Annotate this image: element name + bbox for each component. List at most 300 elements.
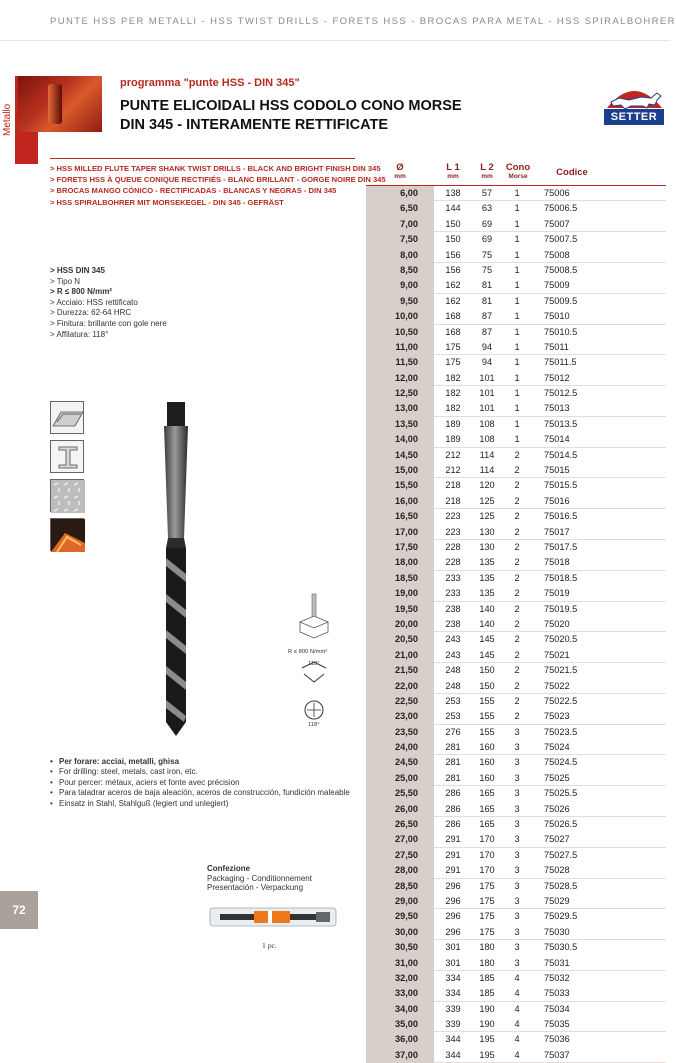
usage-item: • Per forare: acciai, metalli, ghisa <box>50 757 350 767</box>
cell-dia: 14,00 <box>366 432 434 447</box>
cell-code: 75006 <box>544 188 570 198</box>
cell-cm: 3 <box>514 757 520 768</box>
cell-cm: 1 <box>514 280 520 291</box>
cell-dia: 27,00 <box>366 832 434 847</box>
cell-cm: 3 <box>514 880 520 891</box>
cell-dia: 9,50 <box>366 294 434 309</box>
cell-code: 75037 <box>544 1049 570 1060</box>
cell-l2: 81 <box>481 295 493 306</box>
cell-l2: 185 <box>479 972 495 983</box>
cell-code: 75015 <box>544 465 570 476</box>
cell-l2: 195 <box>479 1034 495 1045</box>
cell-l2: 180 <box>479 957 495 968</box>
table-row <box>366 309 666 324</box>
cell-l1: 253 <box>445 695 461 706</box>
table-row <box>366 802 666 817</box>
cell-l1: 296 <box>445 926 461 937</box>
header-l2-label: L 2 <box>480 162 494 173</box>
cell-l2: 108 <box>479 434 495 445</box>
cell-l1: 238 <box>445 618 461 629</box>
spec-list <box>50 266 250 340</box>
cell-dia: 15,00 <box>366 463 434 478</box>
checker-plate-icon <box>50 479 84 512</box>
cell-l1: 156 <box>445 264 461 275</box>
cell-code: 75014 <box>544 434 570 445</box>
table-row <box>366 263 666 278</box>
cell-dia: 21,50 <box>366 663 434 678</box>
diagram-strength: R ≤ 800 N/mm² <box>288 649 328 655</box>
usage-item: • For drilling: steel, metals, cast iron, etc. <box>50 767 350 777</box>
header-l2-unit: mm <box>481 173 493 180</box>
table-row <box>366 371 666 386</box>
header-cone <box>498 162 538 181</box>
cell-l2: 140 <box>479 603 495 614</box>
cell-l2: 75 <box>481 264 493 275</box>
table-row <box>366 386 666 401</box>
cell-code: 75015.5 <box>544 480 578 491</box>
header-l1 <box>436 162 470 181</box>
cell-code: 75033 <box>544 988 570 999</box>
cell-cm: 3 <box>514 819 520 830</box>
cell-l2: 69 <box>481 218 493 229</box>
cell-l2: 130 <box>479 541 495 552</box>
cell-l2: 108 <box>479 418 495 429</box>
cell-dia: 10,50 <box>366 325 434 340</box>
cell-l2: 175 <box>479 895 495 906</box>
cell-cm: 1 <box>514 403 520 414</box>
cell-code: 75007 <box>544 218 570 229</box>
cell-l1: 168 <box>445 326 461 337</box>
cell-cm: 3 <box>514 834 520 845</box>
table-row <box>366 448 666 463</box>
cell-dia: 33,00 <box>366 986 434 1001</box>
cell-code: 75019 <box>544 588 570 599</box>
cell-l1: 286 <box>445 819 461 830</box>
category-label: Metallo <box>2 103 13 137</box>
table-row <box>366 294 666 309</box>
cell-l1: 276 <box>445 726 461 737</box>
cell-cm: 2 <box>514 557 520 568</box>
cell-l2: 140 <box>479 618 495 629</box>
category-thumbnail <box>18 76 102 132</box>
cell-l2: 165 <box>479 803 495 814</box>
cell-dia: 14,50 <box>366 448 434 463</box>
cell-l1: 175 <box>445 357 461 368</box>
table-row <box>366 709 666 724</box>
cell-dia: 34,00 <box>366 1002 434 1017</box>
header-cone-label: Cono <box>505 162 531 173</box>
cell-l1: 218 <box>445 480 461 491</box>
cell-dia: 19,50 <box>366 602 434 617</box>
cell-l1: 150 <box>445 234 461 245</box>
table-row <box>366 617 666 632</box>
cell-l1: 344 <box>445 1049 461 1060</box>
table-row <box>366 494 666 509</box>
cell-l1: 144 <box>445 203 461 214</box>
cell-cm: 1 <box>514 264 520 275</box>
table-row <box>366 602 666 617</box>
cell-code: 75030 <box>544 926 570 937</box>
table-row <box>366 417 666 432</box>
cell-code: 75014.5 <box>544 449 578 460</box>
cell-l1: 301 <box>445 942 461 953</box>
usage-list <box>50 757 350 809</box>
cell-l1: 243 <box>445 634 461 645</box>
cell-l2: 175 <box>479 911 495 922</box>
table-row <box>366 1017 666 1032</box>
table-row <box>366 232 666 247</box>
cell-code: 75008 <box>544 249 570 260</box>
cell-l1: 162 <box>445 280 461 291</box>
cell-code: 75029.5 <box>544 911 578 922</box>
cell-cm: 3 <box>514 942 520 953</box>
cell-dia: 24,50 <box>366 755 434 770</box>
cell-l1: 156 <box>445 249 461 260</box>
cell-dia: 10,00 <box>366 309 434 324</box>
cell-code: 75026.5 <box>544 819 578 830</box>
table-row <box>366 663 666 678</box>
spec-item: > HSS DIN 345 <box>50 266 105 275</box>
cell-l2: 165 <box>479 819 495 830</box>
cell-l2: 94 <box>481 357 493 368</box>
table-row <box>366 463 666 478</box>
cell-cm: 2 <box>514 603 520 614</box>
cell-dia: 29,50 <box>366 909 434 924</box>
cell-l1: 334 <box>445 988 461 999</box>
title-line-2: DIN 345 - INTERAMENTE RETTIFICATE <box>120 117 388 133</box>
cell-dia: 18,00 <box>366 555 434 570</box>
cell-code: 75032 <box>544 972 570 983</box>
cell-dia: 16,50 <box>366 509 434 524</box>
cell-cm: 1 <box>514 311 520 322</box>
diagram-angle-top: 118° <box>308 661 320 667</box>
cell-l2: 160 <box>479 757 495 768</box>
cell-l1: 138 <box>445 188 461 198</box>
cell-dia: 30,00 <box>366 925 434 940</box>
cell-code: 75013 <box>544 403 570 414</box>
cell-l1: 189 <box>445 434 461 445</box>
cell-l2: 195 <box>479 1049 495 1060</box>
cell-code: 75027.5 <box>544 849 578 860</box>
table-row <box>366 217 666 232</box>
cell-dia: 7,00 <box>366 217 434 232</box>
cell-l1: 248 <box>445 680 461 691</box>
cell-cm: 3 <box>514 726 520 737</box>
cell-cm: 2 <box>514 511 520 522</box>
cell-l1: 286 <box>445 788 461 799</box>
cell-l2: 150 <box>479 665 495 676</box>
cell-code: 75016 <box>544 495 570 506</box>
cell-l1: 339 <box>445 1003 461 1014</box>
cell-l2: 69 <box>481 234 493 245</box>
cell-l1: 175 <box>445 341 461 352</box>
table-row <box>366 925 666 940</box>
cell-cm: 3 <box>514 772 520 783</box>
spec-item: > Acciaio: HSS rettificato <box>50 297 138 307</box>
cell-dia: 16,00 <box>366 494 434 509</box>
cell-l2: 160 <box>479 772 495 783</box>
usage-item: • Para taladrar aceros de baja aleación, aceros de construcción, fundición maleable <box>50 788 350 798</box>
cell-code: 75024.5 <box>544 757 578 768</box>
table-row <box>366 940 666 955</box>
cell-dia: 6,00 <box>366 186 434 201</box>
cell-dia: 7,50 <box>366 232 434 247</box>
cell-l2: 185 <box>479 988 495 999</box>
cell-l1: 223 <box>445 511 461 522</box>
table-row <box>366 525 666 540</box>
cell-cm: 1 <box>514 418 520 429</box>
cell-cm: 3 <box>514 865 520 876</box>
spec-item: > R ≤ 800 N/mm² <box>50 287 112 297</box>
cell-l1: 233 <box>445 572 461 583</box>
spec-item: > Durezza: 62-64 HRC <box>50 308 132 318</box>
cell-l2: 145 <box>479 649 495 660</box>
cell-cm: 2 <box>514 711 520 722</box>
cell-l1: 212 <box>445 449 461 460</box>
cell-cm: 2 <box>514 480 520 491</box>
cell-l2: 170 <box>479 849 495 860</box>
cell-cm: 4 <box>514 1003 520 1014</box>
cell-code: 75022 <box>544 680 570 691</box>
cell-dia: 23,00 <box>366 709 434 724</box>
cell-dia: 18,50 <box>366 571 434 586</box>
cell-cm: 3 <box>514 849 520 860</box>
description-fr: > FORETS HSS À QUEUE CONIQUE RECTIFIÉS - BLANC BRILLANT - GORGE NOIRE DIN 345 <box>50 175 386 185</box>
cell-l2: 63 <box>481 203 493 214</box>
cell-code: 75021.5 <box>544 665 578 676</box>
cell-l2: 57 <box>481 188 493 198</box>
cell-cm: 4 <box>514 1019 520 1030</box>
cell-code: 75034 <box>544 1003 570 1014</box>
cell-code: 75009.5 <box>544 295 578 306</box>
banner-title: PUNTE HSS PER METALLI - HSS TWIST DRILLS - FORETS HSS - BROCAS PARA METAL - HSS SPIRALBOHRER <box>50 16 676 27</box>
cell-l1: 248 <box>445 665 461 676</box>
cell-l1: 223 <box>445 526 461 537</box>
cell-cm: 1 <box>514 218 520 229</box>
cell-l1: 233 <box>445 588 461 599</box>
cell-l1: 281 <box>445 742 461 753</box>
table-row <box>366 340 666 355</box>
description-de: > HSS SPIRALBOHRER MIT MORSEKEGEL - DIN 345 - GEFRÄST <box>50 197 284 207</box>
packaging-line: Packaging - Conditionnement <box>207 873 312 883</box>
table-row <box>366 540 666 555</box>
cell-code: 75020 <box>544 618 570 629</box>
cell-code: 75010.5 <box>544 326 578 337</box>
cell-cm: 3 <box>514 926 520 937</box>
cell-l2: 145 <box>479 634 495 645</box>
cell-cm: 1 <box>514 188 520 198</box>
cell-code: 75018 <box>544 557 570 568</box>
cell-cm: 4 <box>514 1034 520 1045</box>
cell-cm: 2 <box>514 665 520 676</box>
cell-dia: 17,00 <box>366 525 434 540</box>
table-row <box>366 971 666 986</box>
cell-dia: 25,50 <box>366 786 434 801</box>
title-line-1: PUNTE ELICOIDALI HSS CODOLO CONO MORSE <box>120 98 462 114</box>
cell-code: 75035 <box>544 1019 570 1030</box>
cell-code: 75027 <box>544 834 570 845</box>
cell-cm: 3 <box>514 742 520 753</box>
metal-profile-icon <box>50 401 84 434</box>
cell-cm: 2 <box>514 465 520 476</box>
cell-l2: 170 <box>479 865 495 876</box>
cell-code: 75016.5 <box>544 511 578 522</box>
cell-cm: 1 <box>514 434 520 445</box>
cell-dia: 12,00 <box>366 371 434 386</box>
cell-l2: 114 <box>479 465 495 476</box>
cell-l1: 150 <box>445 218 461 229</box>
table-row <box>366 848 666 863</box>
cell-l2: 170 <box>479 834 495 845</box>
cell-cm: 1 <box>514 295 520 306</box>
table-row <box>366 632 666 647</box>
cell-cm: 2 <box>514 526 520 537</box>
cell-code: 75026 <box>544 803 570 814</box>
cell-dia: 17,50 <box>366 540 434 555</box>
cell-dia: 36,00 <box>366 1032 434 1047</box>
description-divider <box>50 158 355 159</box>
packaging-line: Presentación - Verpackung <box>207 883 304 893</box>
cell-l2: 125 <box>479 511 495 522</box>
cell-l1: 291 <box>445 849 461 860</box>
packaging-title: Confezione <box>207 864 251 873</box>
table-row <box>366 986 666 1001</box>
cell-dia: 8,00 <box>366 248 434 263</box>
packaging-info <box>207 864 312 893</box>
cell-code: 75012 <box>544 372 570 383</box>
cell-code: 75030.5 <box>544 942 578 953</box>
cell-l2: 94 <box>481 341 493 352</box>
cell-l2: 101 <box>479 388 495 399</box>
table-body <box>366 186 666 1063</box>
cell-cm: 4 <box>514 1049 520 1060</box>
cell-dia: 31,00 <box>366 956 434 971</box>
cell-code: 75012.5 <box>544 388 578 399</box>
cell-cm: 2 <box>514 495 520 506</box>
cell-l2: 175 <box>479 926 495 937</box>
table-row <box>366 771 666 786</box>
table-row <box>366 1032 666 1047</box>
cell-cm: 2 <box>514 541 520 552</box>
cell-dia: 28,50 <box>366 879 434 894</box>
cell-dia: 11,50 <box>366 355 434 370</box>
cell-code: 75018.5 <box>544 572 578 583</box>
cell-l1: 162 <box>445 295 461 306</box>
page-number: 72 <box>0 891 38 929</box>
table-row <box>366 401 666 416</box>
packaging-tube-image <box>208 904 338 930</box>
cell-l1: 182 <box>445 403 461 414</box>
table-row <box>366 956 666 971</box>
cell-code: 75011.5 <box>544 357 577 368</box>
cell-code: 75023 <box>544 711 570 722</box>
cell-l1: 281 <box>445 772 461 783</box>
cell-code: 75028.5 <box>544 880 578 891</box>
cell-code: 75013.5 <box>544 418 578 429</box>
cell-cm: 2 <box>514 634 520 645</box>
table-row <box>366 248 666 263</box>
cell-cm: 2 <box>514 649 520 660</box>
cell-l2: 175 <box>479 880 495 891</box>
cell-cm: 4 <box>514 988 520 999</box>
header-diameter-label: Ø <box>396 162 404 173</box>
cell-code: 75020.5 <box>544 634 578 645</box>
cell-dia: 9,00 <box>366 278 434 293</box>
cell-code: 75008.5 <box>544 264 578 275</box>
cell-code: 75007.5 <box>544 234 578 245</box>
table-row <box>366 478 666 493</box>
cell-code: 75019.5 <box>544 603 578 614</box>
header-cone-sub: Morse <box>508 173 528 180</box>
cell-dia: 24,00 <box>366 740 434 755</box>
cell-l2: 150 <box>479 680 495 691</box>
table-row <box>366 879 666 894</box>
cell-l1: 296 <box>445 895 461 906</box>
cell-cm: 4 <box>514 972 520 983</box>
cell-dia: 32,00 <box>366 971 434 986</box>
cell-l1: 281 <box>445 757 461 768</box>
table-row <box>366 1048 666 1063</box>
cell-l1: 238 <box>445 603 461 614</box>
cell-dia: 8,50 <box>366 263 434 278</box>
table-row <box>366 1002 666 1017</box>
cell-l2: 81 <box>481 280 493 291</box>
table-row <box>366 894 666 909</box>
cell-l2: 190 <box>479 1019 495 1030</box>
cell-dia: 27,50 <box>366 848 434 863</box>
cell-code: 75021 <box>544 649 570 660</box>
cell-dia: 30,50 <box>366 940 434 955</box>
header-l1-label: L 1 <box>446 162 460 173</box>
cell-cm: 2 <box>514 572 520 583</box>
cell-dia: 12,50 <box>366 386 434 401</box>
cell-l1: 296 <box>445 880 461 891</box>
cell-dia: 15,50 <box>366 478 434 493</box>
table-row <box>366 740 666 755</box>
cell-l1: 291 <box>445 834 461 845</box>
cell-dia: 22,50 <box>366 694 434 709</box>
table-row <box>366 586 666 601</box>
cell-l2: 87 <box>481 326 493 337</box>
table-row <box>366 325 666 340</box>
header-diameter <box>380 162 420 181</box>
cell-cm: 3 <box>514 957 520 968</box>
cell-cm: 1 <box>514 388 520 399</box>
cell-cm: 1 <box>514 357 520 368</box>
cell-dia: 20,50 <box>366 632 434 647</box>
cell-l1: 286 <box>445 803 461 814</box>
cell-l1: 182 <box>445 372 461 383</box>
cell-code: 75010 <box>544 311 570 322</box>
table-row <box>366 909 666 924</box>
cell-code: 75029 <box>544 895 570 906</box>
cell-l1: 212 <box>445 465 461 476</box>
cell-l2: 135 <box>479 572 495 583</box>
cell-l2: 155 <box>479 726 495 737</box>
cell-dia: 35,00 <box>366 1017 434 1032</box>
cell-dia: 11,00 <box>366 340 434 355</box>
cell-l1: 228 <box>445 541 461 552</box>
table-row <box>366 648 666 663</box>
cell-l1: 243 <box>445 649 461 660</box>
cell-dia: 26,50 <box>366 817 434 832</box>
cell-code: 75017.5 <box>544 541 578 552</box>
cell-code: 75017 <box>544 526 570 537</box>
cell-cm: 1 <box>514 249 520 260</box>
cell-dia: 26,00 <box>366 802 434 817</box>
cell-cm: 3 <box>514 895 520 906</box>
cell-l2: 120 <box>479 480 495 491</box>
